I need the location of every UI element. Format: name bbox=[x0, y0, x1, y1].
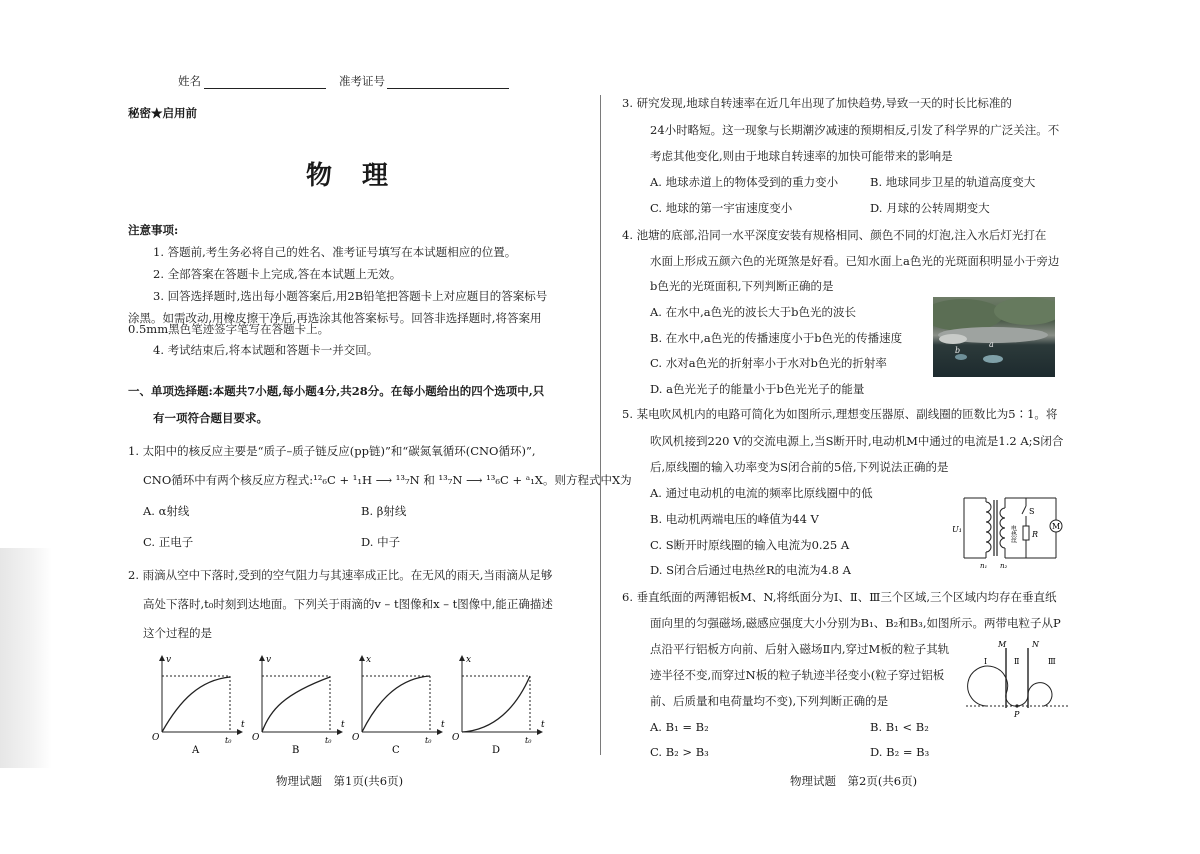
notice-line: 3. 回答选择题时,选出每小题答案后,用2B铅笔把答题卡上对应题目的答案标号 bbox=[153, 289, 548, 303]
graph-b-xaxis: t bbox=[341, 720, 345, 730]
graph-b-origin: O bbox=[252, 733, 260, 743]
q1-option-a: A. α射线 bbox=[143, 504, 190, 518]
notice-line: 2. 全部答案在答题卡上完成,答在本试题上无效。 bbox=[153, 267, 402, 281]
photo-label-a: a bbox=[989, 340, 994, 349]
secret-mark: 秘密★启用前 bbox=[128, 106, 197, 120]
q1-stem: 1. 太阳中的核反应主要是“质子–质子链反应(pp链)”和“碳氮氧循环(CNO循环)”, bbox=[128, 444, 536, 458]
graph-d-yaxis: x bbox=[466, 655, 472, 665]
resistor-label: R bbox=[1032, 530, 1039, 539]
motor-label: M bbox=[1052, 522, 1061, 531]
graph-c-tick: t₀ bbox=[425, 736, 432, 745]
graph-d-letter: D bbox=[492, 745, 501, 756]
n1-label: n₁ bbox=[980, 562, 988, 570]
q4-stem: 4. 池塘的底部,沿同一水平深度安装有规格相同、颜色不同的灯泡,注入水后灯光打在 bbox=[622, 228, 1047, 242]
name-label: 姓名 bbox=[178, 74, 201, 88]
point-p-label: P bbox=[1014, 710, 1020, 719]
graph-b-yaxis: v bbox=[266, 655, 272, 665]
graph-c bbox=[352, 655, 445, 756]
q3-stem: 24小时略短。这一现象与长期潮汐减速的预期相反,引发了科学界的广泛关注。不 bbox=[650, 123, 1060, 137]
q6-stem: 面向里的匀强磁场,磁感应强度大小分别为B₁、B₂和B₃,如图所示。两带电粒子从P bbox=[650, 616, 1061, 630]
pond-photo bbox=[933, 297, 1055, 377]
q5-circuit bbox=[950, 490, 1074, 570]
graph-d bbox=[452, 655, 545, 756]
q6-figure bbox=[962, 638, 1072, 720]
graph-d-origin: O bbox=[452, 733, 460, 743]
graph-a-letter: A bbox=[192, 745, 200, 756]
plate-n-label: N bbox=[1032, 640, 1039, 649]
q5-option-d: D. S闭合后通过电热丝R的电流为4.8 A bbox=[650, 563, 851, 577]
q5-option-a: A. 通过电动机的电流的频率比原线圈中的低 bbox=[650, 486, 873, 500]
photo-label-b: b bbox=[955, 346, 961, 355]
notice-line: 涂黑。如需改动,用橡皮擦干净后,再选涂其他答案标号。回答非选择题时,将答案用 bbox=[128, 311, 542, 325]
footer-left: 物理试题 第1页(共6页) bbox=[276, 774, 404, 788]
graph-c-letter: C bbox=[392, 745, 400, 756]
notice-line: 0.5mm黑色笔迹签字笔写在答题卡上。 bbox=[128, 322, 330, 336]
q6-option-c: C. B₂ > B₃ bbox=[650, 745, 709, 759]
region-ii-label: Ⅱ bbox=[1014, 657, 1020, 666]
notice-heading: 注意事项: bbox=[128, 223, 179, 237]
q3-option-a: A. 地球赤道上的物体受到的重力变小 bbox=[650, 175, 839, 189]
page-divider bbox=[600, 95, 601, 755]
q2-stem: 这个过程的是 bbox=[143, 626, 212, 640]
q2-stem: 2. 雨滴从空中下落时,受到的空气阻力与其速率成正比。在无风的雨天,当雨滴从足够 bbox=[128, 568, 553, 582]
page-title: 物理 bbox=[306, 161, 419, 191]
region-iii-label: Ⅲ bbox=[1048, 657, 1056, 666]
q1-option-c: C. 正电子 bbox=[143, 535, 194, 549]
section-heading: 一、单项选择题:本题共7小题,每小题4分,共28分。在每小题给出的四个选项中,只 bbox=[128, 384, 545, 398]
q6-option-d: D. B₂ = B₃ bbox=[870, 745, 930, 759]
footer-right: 物理试题 第2页(共6页) bbox=[790, 774, 918, 788]
region-i-label: Ⅰ bbox=[984, 657, 988, 666]
graph-a-tick: t₀ bbox=[225, 736, 232, 745]
q2-stem: 高处下落时,t₀时刻到达地面。下列关于雨滴的v – t图像和x – t图像中,能正确描述 bbox=[143, 597, 553, 611]
q5-stem: 5. 某电吹风机内的电路可简化为如图所示,理想变压器原、副线圈的匝数比为5∶1。将 bbox=[622, 407, 1058, 421]
q5-stem: 吹风机接到220 V的交流电源上,当S断开时,电动机M中通过的电流是1.2 A;S闭合 bbox=[650, 434, 1064, 448]
graph-b-letter: B bbox=[292, 745, 300, 756]
q1-option-d: D. 中子 bbox=[361, 535, 401, 549]
n2-label: n₂ bbox=[1000, 562, 1008, 570]
graph-d-xaxis: t bbox=[541, 720, 545, 730]
name-underline bbox=[204, 88, 326, 89]
q3-stem: 考虑其他变化,则由于地球自转速率的加快可能带来的影响是 bbox=[650, 149, 953, 163]
graph-c-yaxis: x bbox=[366, 655, 372, 665]
notice-line: 4. 考试结束后,将本试题和答题卡一并交回。 bbox=[153, 343, 379, 357]
q4-option-d: D. a色光光子的能量小于b色光光子的能量 bbox=[650, 382, 865, 396]
graph-b bbox=[252, 655, 345, 756]
scan-shadow bbox=[0, 548, 52, 768]
q6-stem: 6. 垂直纸面的两薄铝板M、N,将纸面分为Ⅰ、Ⅱ、Ⅲ三个区域,三个区域内均存在垂直纸 bbox=[622, 590, 1057, 604]
exam-no-underline bbox=[387, 88, 509, 89]
notice-line: 1. 答题前,考生务必将自己的姓名、准考证号填写在本试题相应的位置。 bbox=[153, 245, 517, 259]
q5-option-b: B. 电动机两端电压的峰值为44 V bbox=[650, 512, 819, 526]
q6-stem: 点沿平行铝板方向前、后射入磁场Ⅱ内,穿过M板的粒子其轨 bbox=[650, 642, 950, 656]
graph-a-xaxis: t bbox=[241, 720, 245, 730]
q4-option-b: B. 在水中,a色光的传播速度小于b色光的传播速度 bbox=[650, 331, 903, 345]
q4-stem: 水面上形成五颜六色的光斑煞是好看。已知水面上a色光的光斑面积明显小于旁边 bbox=[650, 254, 1060, 268]
graph-a-yaxis: v bbox=[166, 655, 172, 665]
q4-option-a: A. 在水中,a色光的波长大于b色光的波长 bbox=[650, 305, 856, 319]
q3-option-d: D. 月球的公转周期变大 bbox=[870, 201, 990, 215]
exam-no-label: 准考证号 bbox=[339, 74, 385, 88]
q6-stem: 迹半径不变,而穿过N板的粒子轨迹半径变小(粒子穿过铝板 bbox=[650, 668, 945, 682]
plate-m-label: M bbox=[998, 640, 1007, 649]
graph-c-origin: O bbox=[352, 733, 360, 743]
q1-stem: CNO循环中有两个核反应方程式:¹²₆C + ¹₁H ⟶ ¹³₇N 和 ¹³₇N ⟶ ¹³₆C + ᵃ₁X。则方程式中X为 bbox=[143, 473, 632, 487]
q6-option-b: B. B₁ < B₂ bbox=[870, 720, 929, 734]
graph-d-tick: t₀ bbox=[525, 736, 532, 745]
section-heading-cont: 有一项符合题目要求。 bbox=[153, 411, 268, 425]
q3-stem: 3. 研究发现,地球自转速率在近几年出现了加快趋势,导致一天的时长比标准的 bbox=[622, 96, 1012, 110]
graph-c-xaxis: t bbox=[441, 720, 445, 730]
q4-stem: b色光的光斑面积,下列判断正确的是 bbox=[650, 279, 834, 293]
q5-option-c: C. S断开时原线圈的输入电流为0.25 A bbox=[650, 538, 850, 552]
switch-label: S bbox=[1029, 507, 1035, 516]
q1-option-b: B. β射线 bbox=[361, 504, 407, 518]
graph-a-origin: O bbox=[152, 733, 160, 743]
q3-option-b: B. 地球同步卫星的轨道高度变大 bbox=[870, 175, 1036, 189]
q5-stem: 后,原线圈的输入功率变为S闭合前的5倍,下列说法正确的是 bbox=[650, 460, 949, 474]
graph-a bbox=[152, 655, 245, 756]
graph-b-tick: t₀ bbox=[325, 736, 332, 745]
q6-option-a: A. B₁ = B₂ bbox=[650, 720, 709, 734]
q2-graphs bbox=[150, 648, 550, 758]
u1-label: U₁ bbox=[952, 525, 962, 534]
heater-label: 电热丝 bbox=[1009, 525, 1017, 543]
q6-stem: 前、后质量和电荷量均不变),下列判断正确的是 bbox=[650, 694, 889, 708]
q3-option-c: C. 地球的第一宇宙速度变小 bbox=[650, 201, 793, 215]
q4-option-c: C. 水对a色光的折射率小于水对b色光的折射率 bbox=[650, 356, 887, 370]
